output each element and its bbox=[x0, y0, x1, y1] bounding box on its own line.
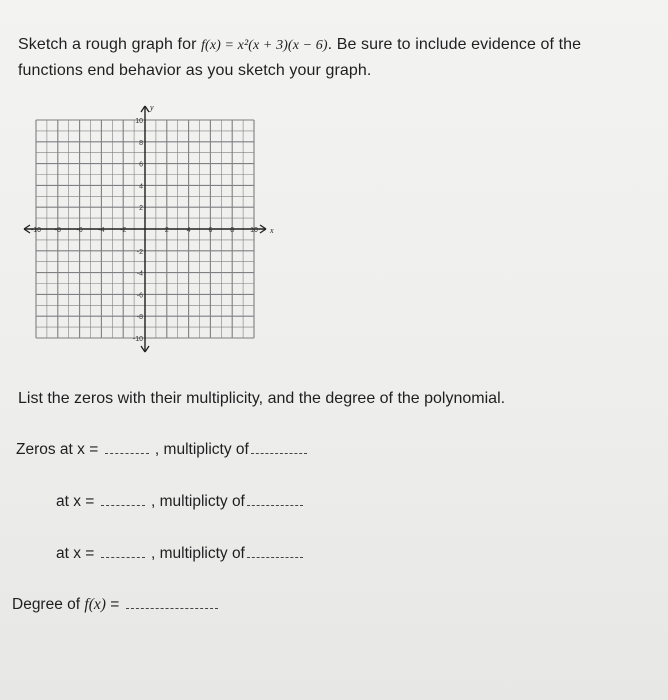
degree-input[interactable] bbox=[126, 608, 218, 609]
zero-row-2 bbox=[56, 493, 305, 511]
zero-label: at x = bbox=[56, 493, 95, 510]
y-tick-label: -8 bbox=[136, 314, 143, 322]
zero-label: at x = bbox=[56, 545, 95, 562]
y-tick-label: -4 bbox=[136, 270, 143, 278]
question-line-1 bbox=[18, 36, 581, 54]
zero-row-1 bbox=[16, 441, 309, 459]
tick-labels bbox=[31, 103, 274, 343]
x-tick-label: 2 bbox=[164, 227, 169, 234]
x-tick-label: 8 bbox=[230, 227, 235, 234]
y-tick-label: 10 bbox=[135, 118, 143, 125]
multiplicity-label: multiplicty of bbox=[159, 493, 245, 510]
comma: , bbox=[154, 441, 160, 458]
degree-equals: = bbox=[110, 596, 120, 613]
y-tick-label: -2 bbox=[136, 248, 143, 256]
zero-input[interactable] bbox=[105, 453, 149, 454]
question-suffix: . Be sure to include evidence of the bbox=[327, 36, 582, 53]
zero-input[interactable] bbox=[101, 505, 145, 506]
y-axis-label: y bbox=[150, 103, 154, 112]
multiplicity-input[interactable] bbox=[251, 453, 307, 454]
y-tick-label: -10 bbox=[132, 336, 143, 343]
zero-label: Zeros at x = bbox=[16, 441, 99, 458]
multiplicity-label: multiplicty of bbox=[163, 441, 249, 458]
y-tick-label: 2 bbox=[139, 205, 143, 213]
question-line-2: functions end behavior as you sketch your graph. bbox=[18, 62, 372, 79]
zero-row-3 bbox=[56, 545, 305, 563]
x-tick-label: 6 bbox=[208, 227, 213, 234]
x-axis-label: x bbox=[270, 226, 274, 235]
x-tick-label: 4 bbox=[186, 227, 191, 234]
degree-row bbox=[12, 596, 220, 614]
y-tick-label: 8 bbox=[139, 139, 143, 147]
y-tick-label: 6 bbox=[139, 161, 143, 169]
x-tick-label: 10 bbox=[250, 227, 258, 234]
multiplicity-label: multiplicty of bbox=[159, 545, 245, 562]
degree-label: Degree of bbox=[12, 596, 81, 613]
y-tick-label: 4 bbox=[139, 183, 143, 191]
function-expression: f(x) = x²(x + 3)(x − 6) bbox=[201, 38, 328, 53]
question-prefix: Sketch a rough graph for bbox=[18, 36, 197, 53]
x-tick-label: -6 bbox=[76, 227, 83, 234]
zero-input[interactable] bbox=[101, 557, 145, 558]
x-tick-label: -8 bbox=[54, 227, 61, 234]
coordinate-grid[interactable] bbox=[22, 100, 272, 365]
multiplicity-input[interactable] bbox=[247, 505, 303, 506]
instructions-text: List the zeros with their multiplicity, and the degree of the polynomial. bbox=[18, 390, 506, 407]
comma: , bbox=[150, 493, 156, 510]
x-tick-label: -4 bbox=[98, 227, 105, 234]
x-tick-label: -2 bbox=[120, 227, 127, 234]
comma: , bbox=[150, 545, 156, 562]
multiplicity-input[interactable] bbox=[247, 557, 303, 558]
y-tick-label: -6 bbox=[136, 292, 143, 300]
degree-function: f(x) bbox=[84, 596, 106, 613]
x-tick-label: -10 bbox=[30, 227, 42, 234]
